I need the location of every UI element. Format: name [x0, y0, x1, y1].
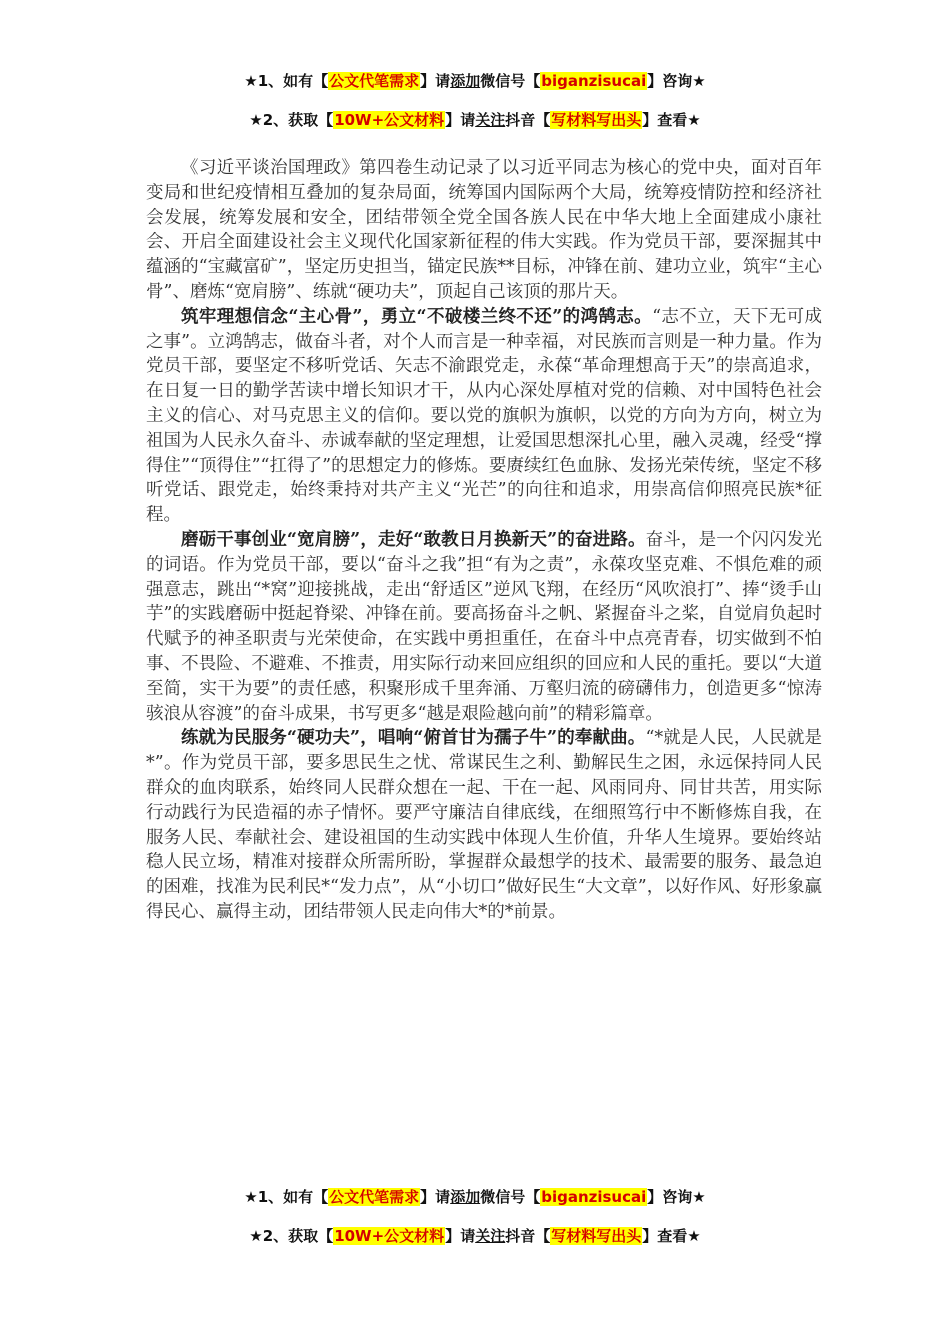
footer-line-2: ★2、获取【10W+公文材料】请关注抖音【写材料写出头】查看★ [249, 1227, 701, 1245]
section-paragraph-2: 磨砺干事创业“宽肩膀”，走好“敢教日月换新天”的奋进路。奋斗，是一个闪闪发光的词语。作为党员干部，要以“奋斗之我”担“有为之责”，永葆攻坚克难、不惧危难的顽强意志，跳出“*窝”迎接挑战，走出“舒适区”逆风飞翔，在经历“风吹浪打”、捧“烫手山芋”的实践磨砺中挺起脊梁、冲锋在前。要高扬奋斗之帆、紧握奋斗之桨，自觉肩负起时代赋予的神圣职责与光荣使命，在实践中勇担重任，在奋斗中点亮青春，切实做到不怕事、不畏险、不避难、不推责，用实际行动来回应组织的回应和人民的重托。要以“大道至简，实干为要”的责任感，积聚形成千里奔涌、万壑归流的磅礴伟力，创造更多“惊涛骇浪从容渡”的奋斗成果，书写更多“越是艰险越向前”的精彩篇章。 [146, 529, 823, 724]
section-heading-2: 磨砺干事创业“宽肩膀”，走好“敢教日月换新天”的奋进路。 [181, 529, 646, 550]
section-paragraph-3: 练就为民服务“硬功夫”，唱响“俯首甘为孺子牛”的奉献曲。“*就是人民，人民就是*”。作为党员干部，要多思民生之忧、常谋民生之利、勤解民生之困，永远保持同人民群众的血肉联系，始终同人民群众想在一起、干在一起、风雨同舟、同甘共苦，用实际行动践行为民造福的赤子情怀。要严守廉洁自律底线，在细照笃行中不断修炼自我，在服务人民、奉献社会、建设祖国的生动实践中体现人生价值，升华人生境界。要始终站稳人民立场，精准对接群众所需所盼，掌握群众最想学的技术、最需要的服务、最急迫的困难，找准为民利民*“发力点”，从“小切口”做好民生“大文章”，以好作风、好形象赢得民心、赢得主动，团结带领人民走向伟大*的*前景。 [146, 728, 822, 922]
star-icon: ★ [244, 1188, 258, 1206]
header-line-2: ★2、获取【10W+公文材料】请关注抖音【写材料写出头】查看★ [249, 111, 701, 129]
star-icon: ★ [244, 72, 258, 90]
star-icon: ★ [249, 111, 263, 129]
highlight-douyin-id: 写材料写出头 [551, 1227, 642, 1245]
section-paragraph-1: 筑牢理想信念“主心骨”，勇立“不破楼兰终不还”的鸿鹄志。“志不立，天下无可成之事”。立鸿鹄志，做奋斗者，对个人而言是一种幸福，对民族而言则是一种力量。作为党员干部，要坚定不移听党话、矢志不渝跟党走，永葆“革命理想高于天”的崇高追求，在日复一日的勤学苦读中增长知识才干，从内心深处厚植对党的信赖、对中国特色社会主义的信心、对马克思主义的信仰。要以党的旗帜为旗帜，以党的方向为方向，树立为祖国为人民永久奋斗、赤诚奉献的坚定理想，让爱国思想深扎心里，融入灵魂，经受“撑得住”“顶得住”“扛得了”的思想定力的修炼。要赓续红色血脉、发扬光荣传统，坚定不移听党话、跟党走，始终秉持对共产主义“光芒”的向往和追求，用崇高信仰照亮民族*征程。 [146, 306, 822, 526]
header-banner [0, 70, 950, 148]
header-line-1: ★1、如有【公文代笔需求】请添加微信号【biganzisucai】咨询★ [244, 72, 706, 90]
article-body [146, 156, 822, 925]
highlight-service: 公文代笔需求 [329, 72, 420, 90]
highlight-materials: 10W+公文材料 [334, 111, 445, 129]
highlight-wechat-id: biganzisucai [541, 1188, 647, 1206]
highlight-wechat-id: biganzisucai [541, 72, 647, 90]
highlight-materials: 10W+公文材料 [334, 1227, 445, 1245]
footer-banner [0, 1186, 950, 1264]
highlight-douyin-id: 写材料写出头 [551, 111, 642, 129]
footer-line-1: ★1、如有【公文代笔需求】请添加微信号【biganzisucai】咨询★ [244, 1188, 706, 1206]
section-heading-3: 练就为民服务“硬功夫”，唱响“俯首甘为孺子牛”的奉献曲。 [181, 728, 646, 749]
intro-paragraph: 《习近平谈治国理政》第四卷生动记录了以习近平同志为核心的党中央，面对百年变局和世纪疫情相互叠加的复杂局面，统筹国内国际两个大局，统筹疫情防控和经济社会发展，统筹发展和安全，团结带领全党全国各族人民在中华大地上全面建成小康社会、开启全面建设社会主义现代化国家新征程的伟大实践。作为党员干部，要深掘其中蕴涵的“宝藏富矿”，坚定历史担当，锚定民族**目标，冲锋在前、建功立业，筑牢“主心骨”、磨炼“宽肩膀”、练就“硬功夫”，顶起自己该顶的那片天。 [146, 158, 822, 302]
star-icon: ★ [249, 1227, 263, 1245]
section-heading-1: 筑牢理想信念“主心骨”，勇立“不破楼兰终不还”的鸿鹄志。 [181, 306, 653, 327]
highlight-service: 公文代笔需求 [329, 1188, 420, 1206]
